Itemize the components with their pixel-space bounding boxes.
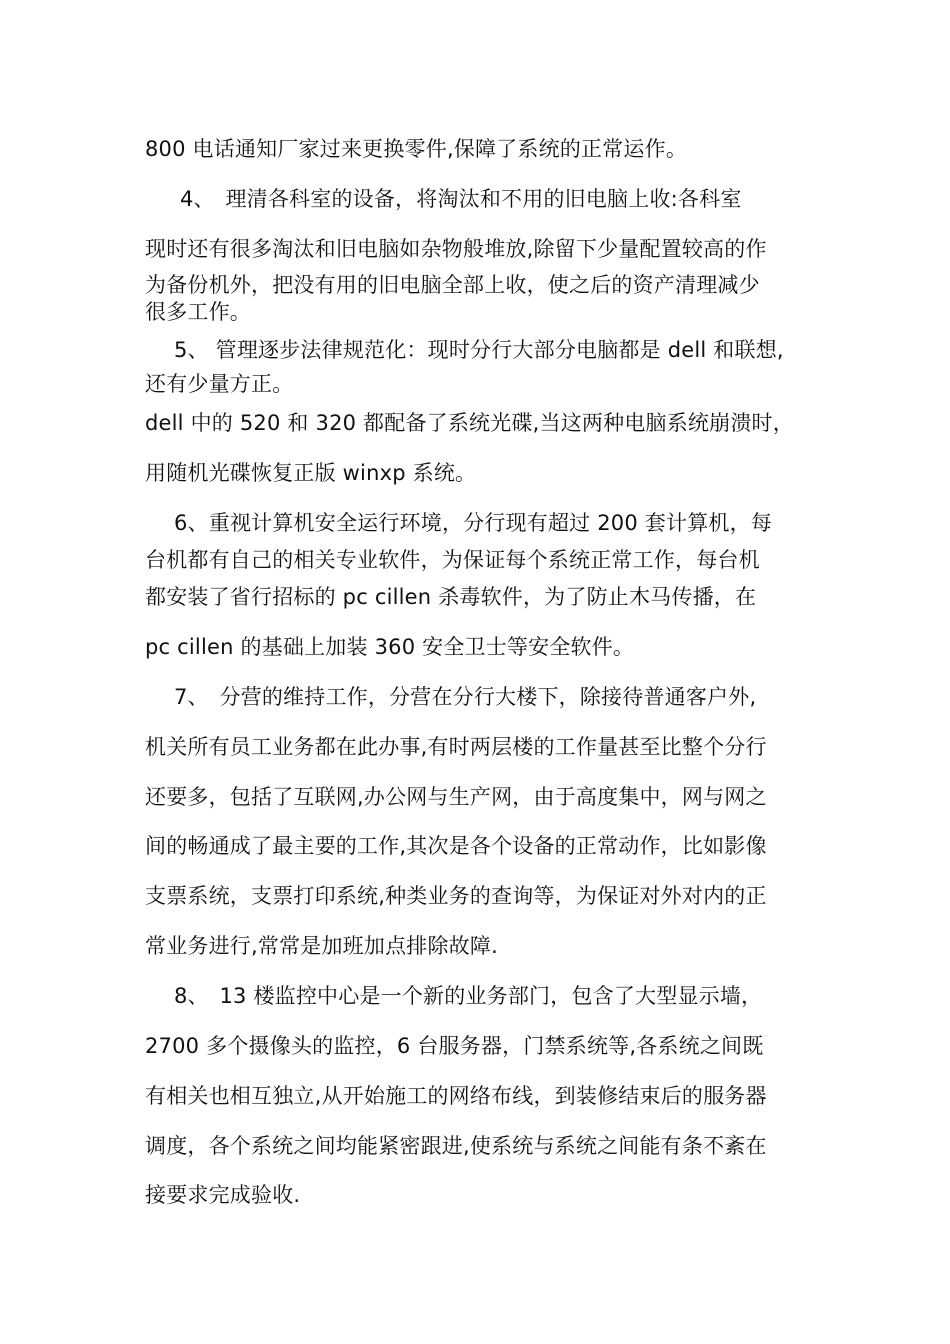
text-line: 800 电话通知厂家过来更换零件,保障了系统的正常运作。 xyxy=(145,137,688,161)
text-line: 还有少量方正。 xyxy=(145,372,294,396)
text-line: 用随机光碟恢复正版 winxp 系统。 xyxy=(145,461,477,485)
text-line: 机关所有员工业务都在此办事,有时两层楼的工作量甚至比整个分行 xyxy=(145,735,767,759)
text-line: 有相关也相互独立,从开始施工的网络布线，到装修结束后的服务器 xyxy=(145,1084,767,1108)
text-line: 2700 多个摄像头的监控，6 台服务器，门禁系统等,各系统之间既 xyxy=(145,1034,764,1058)
text-line: 5、 管理逐步法律规范化：现时分行大部分电脑都是 dell 和联想, xyxy=(174,338,784,362)
text-line: 常业务进行,常常是加班加点排除故障. xyxy=(145,934,498,958)
text-line: 支票系统，支票打印系统,种类业务的查询等，为保证对外对内的正 xyxy=(145,884,767,908)
text-line: 现时还有很多淘汰和旧电脑如杂物般堆放,除留下少量配置较高的作 xyxy=(145,237,767,261)
text-line: 接要求完成验收. xyxy=(145,1183,301,1207)
text-line: 间的畅通成了最主要的工作,其次是各个设备的正常动作，比如影像 xyxy=(145,834,767,858)
text-line: pc cillen 的基础上加装 360 安全卫士等安全软件。 xyxy=(145,635,635,659)
text-line: 7、 分营的维持工作，分营在分行大楼下，除接待普通客户外, xyxy=(174,685,757,709)
text-line: 很多工作。 xyxy=(145,300,251,324)
text-line: 还要多，包括了互联网,办公网与生产网，由于高度集中，网与网之 xyxy=(145,785,767,809)
text-line: 8、 13 楼监控中心是一个新的业务部门，包含了大型显示墙， xyxy=(174,984,763,1008)
text-line: 台机都有自己的相关专业软件，为保证每个系统正常工作，每台机 xyxy=(145,548,760,572)
text-line: 都安装了省行招标的 pc cillen 杀毒软件，为了防止木马传播，在 xyxy=(145,585,757,609)
text-line: 4、 理清各科室的设备，将淘汰和不用的旧电脑上收:各科室 xyxy=(180,187,742,211)
text-line: dell 中的 520 和 320 都配备了系统光碟,当这两种电脑系统崩溃时， xyxy=(145,411,794,435)
text-line: 为备份机外，把没有用的旧电脑全部上收，使之后的资产清理减少 xyxy=(145,273,760,297)
text-line: 6、重视计算机安全运行环境，分行现有超过 200 套计算机，每 xyxy=(174,511,772,535)
text-line: 调度，各个系统之间均能紧密跟进,使系统与系统之间能有条不紊在 xyxy=(145,1134,767,1158)
